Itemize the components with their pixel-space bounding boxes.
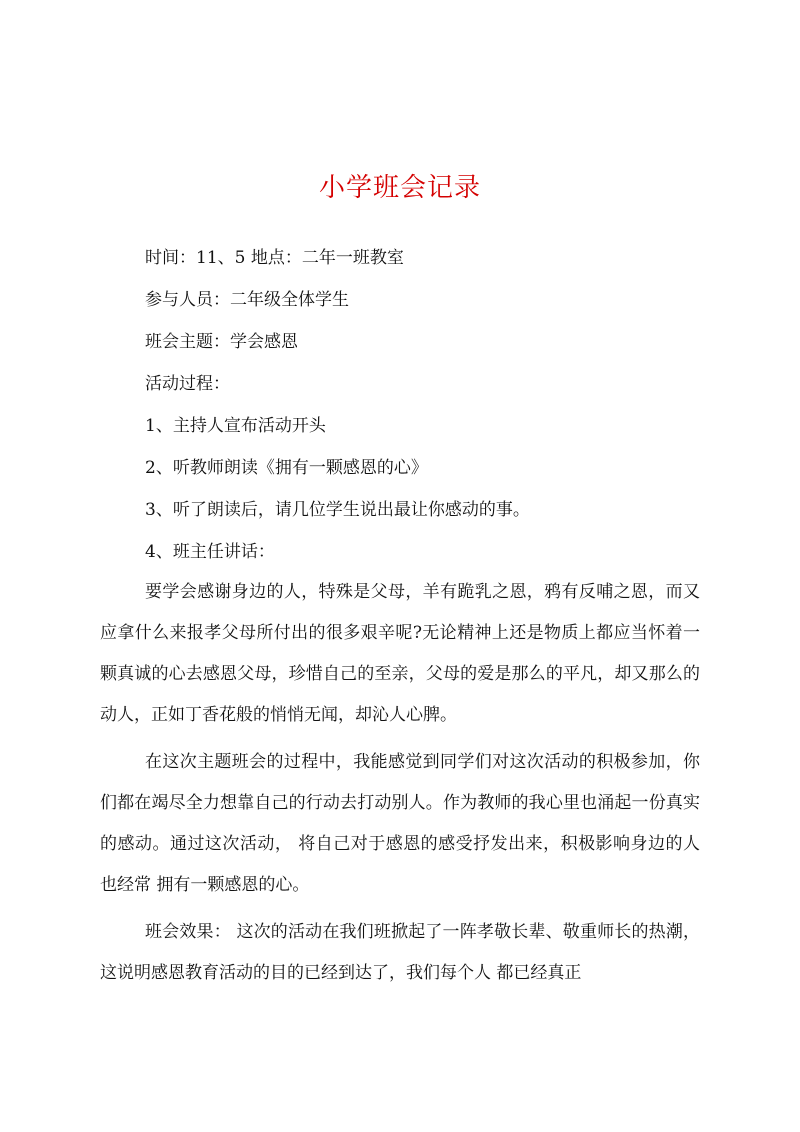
activity-step-3: 3、听了朗读后，请几位学生说出最让你感动的事。 (145, 500, 530, 520)
meeting-time-location: 时间：11、5 地点：二年一班教室 (145, 248, 404, 268)
activity-step-2: 2、听教师朗读《拥有一颗感恩的心》 (145, 458, 428, 478)
meeting-theme-line: 班会主题：学会感恩 (145, 332, 298, 352)
meeting-effect-paragraph: 班会效果： 这次的活动在我们班掀起了一阵孝敬长辈、敬重师长的热潮，这说明感恩教育活动的目的已经到达了，我们每个人 都已经真正 (100, 922, 700, 983)
activity-step-4: 4、班主任讲话： (145, 542, 275, 562)
participants-line: 参与人员：二年级全体学生 (145, 290, 349, 310)
teacher-speech-paragraph: 要学会感谢身边的人，特殊是父母，羊有跪乳之恩，鸦有反哺之恩，而又应拿什么来报孝父母所付出的很多艰辛呢?无论精神上还是物质上都应当怀着一颗真诚的心去感恩父母，珍惜自己的至亲，父母的爱是那么的平凡，却又那么的动人，正如丁香花般的悄悄无闻，却沁人心脾。 (100, 582, 700, 725)
page-title: 小学班会记录 (318, 173, 481, 203)
activity-process-heading: 活动过程： (145, 374, 230, 394)
activity-step-1: 1、主持人宣布活动开头 (145, 416, 326, 436)
reflection-paragraph: 在这次主题班会的过程中，我能感觉到同学们对这次活动的积极参加，你们都在竭尽全力想靠自己的行动去打动别人。作为教师的我心里也涌起一份真实的感动。通过这次活动， 将自己对于感恩的感受抒发出来，积极影响身边的人也经常 拥有一颗感恩的心。 (100, 752, 700, 895)
